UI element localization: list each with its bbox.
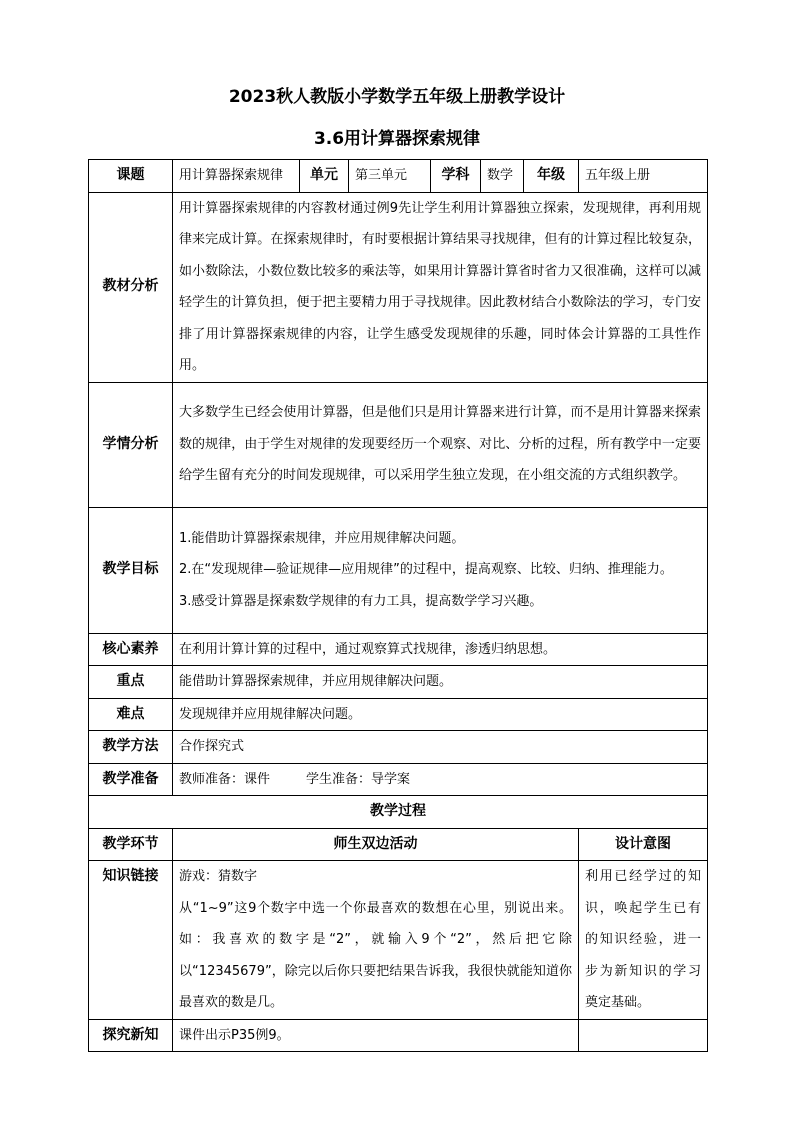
grade-label: 年级: [524, 160, 579, 193]
student-analysis-row: [89, 382, 708, 507]
process-row: [89, 1019, 708, 1052]
textbook-analysis-row: [89, 192, 708, 382]
document-title: 2023秋人教版小学数学五年级上册教学设计: [228, 87, 566, 107]
method-text: 合作探究式: [173, 731, 708, 764]
objective-item: 2.在“发现规律—验证规律—应用规律”的过程中，提高观察、比较、归纳、推理能力。: [179, 562, 673, 578]
intent-cell: 利用已经学过的知识，唤起学生已有的知识经验，进一步为新知识的学习奠定基础。: [579, 861, 708, 1020]
difficulty-label: 难点: [89, 698, 173, 731]
lesson-value: 用计算器探索规律: [173, 160, 300, 193]
objectives-row: [89, 507, 708, 633]
key-point-label: 重点: [89, 666, 173, 699]
student-analysis-text: 大多数学生已经会使用计算器，但是他们只是用计算器来进行计算，而不是用计算器来探索数的规律，由于学生对规律的发现要经历一个观察、对比、分析的过程，所有教学中一定要给学生留有充分的时间发现规律，可以采用学生独立发现，在小组交流的方式组织教学。: [173, 382, 708, 507]
activity-line: 从“1~9”这9个数字中选一个你最喜欢的数想在心里，别说出来。如：我喜欢的数字是“2”，就输入9个“2”，然后把它除以“12345679”，除完以后你只要把结果告诉我，我很快就能知道你最喜欢的数是几。: [179, 900, 572, 1010]
objective-item: 3.感受计算器是探索数学规律的有力工具，提高数学学习兴趣。: [179, 593, 543, 609]
lesson-label: 课题: [89, 160, 173, 193]
textbook-analysis-text: 用计算器探索规律的内容教材通过例9先让学生利用计算器独立探索，发现规律，再利用规律来完成计算。在探索规律时，有时要根据计算结果寻找规律，但有的计算过程比较复杂，如小数除法，小数位数比较多的乘法等，如果用计算器计算省时省力又很准确，这样可以减轻学生的计算负担，便于把主要精力用于寻找规律。因此教材结合小数除法的学习，专门安排了用计算器探索规律的内容，让学生感受发现规律的乐趣，同时体会计算器的工具性作用。: [173, 192, 708, 382]
textbook-analysis-label: 教材分析: [89, 192, 173, 382]
activity-cell: 课件出示P35例9。: [173, 1019, 579, 1052]
unit-value: 第三单元: [349, 160, 431, 193]
objectives-label: 教学目标: [89, 507, 173, 633]
activity-cell: [173, 861, 579, 1020]
core-literacy-label: 核心素养: [89, 633, 173, 666]
lesson-plan-table: [88, 159, 708, 1052]
core-literacy-row: [89, 633, 708, 666]
student-preparation: 学生准备：导学案: [306, 771, 411, 787]
process-header-row: [89, 828, 708, 861]
process-title: 教学过程: [89, 796, 708, 829]
preparation-text: [173, 763, 708, 796]
student-analysis-label: 学情分析: [89, 382, 173, 507]
process-row: [89, 861, 708, 1020]
difficulty-text: 发现规律并应用规律解决问题。: [173, 698, 708, 731]
subject-value: 数学: [481, 160, 524, 193]
stage-cell: 知识链接: [89, 861, 173, 1020]
objective-item: 1.能借助计算器探索规律，并应用规律解决问题。: [179, 530, 465, 546]
core-literacy-text: 在利用计算计算的过程中，通过观察算式找规律，渗透归纳思想。: [173, 633, 708, 666]
method-row: [89, 731, 708, 764]
activity-line: 游戏：猜数字: [179, 869, 258, 884]
header-row: [89, 160, 708, 193]
teacher-preparation: 教师准备：课件: [179, 771, 271, 787]
process-title-row: [89, 796, 708, 829]
grade-value: 五年级上册: [579, 160, 708, 193]
intent-cell: [579, 1019, 708, 1052]
unit-label: 单元: [300, 160, 349, 193]
stage-cell: 探究新知: [89, 1019, 173, 1052]
stage-column-header: 教学环节: [89, 828, 173, 861]
objectives-list: [173, 507, 708, 633]
intent-column-header: 设计意图: [579, 828, 708, 861]
subject-label: 学科: [431, 160, 481, 193]
preparation-label: 教学准备: [89, 763, 173, 796]
activity-column-header: 师生双边活动: [173, 828, 579, 861]
document-subtitle: 3.6用计算器探索规律: [313, 129, 481, 149]
preparation-row: [89, 763, 708, 796]
method-label: 教学方法: [89, 731, 173, 764]
difficulty-row: [89, 698, 708, 731]
key-point-text: 能借助计算器探索规律，并应用规律解决问题。: [173, 666, 708, 699]
key-point-row: [89, 666, 708, 699]
